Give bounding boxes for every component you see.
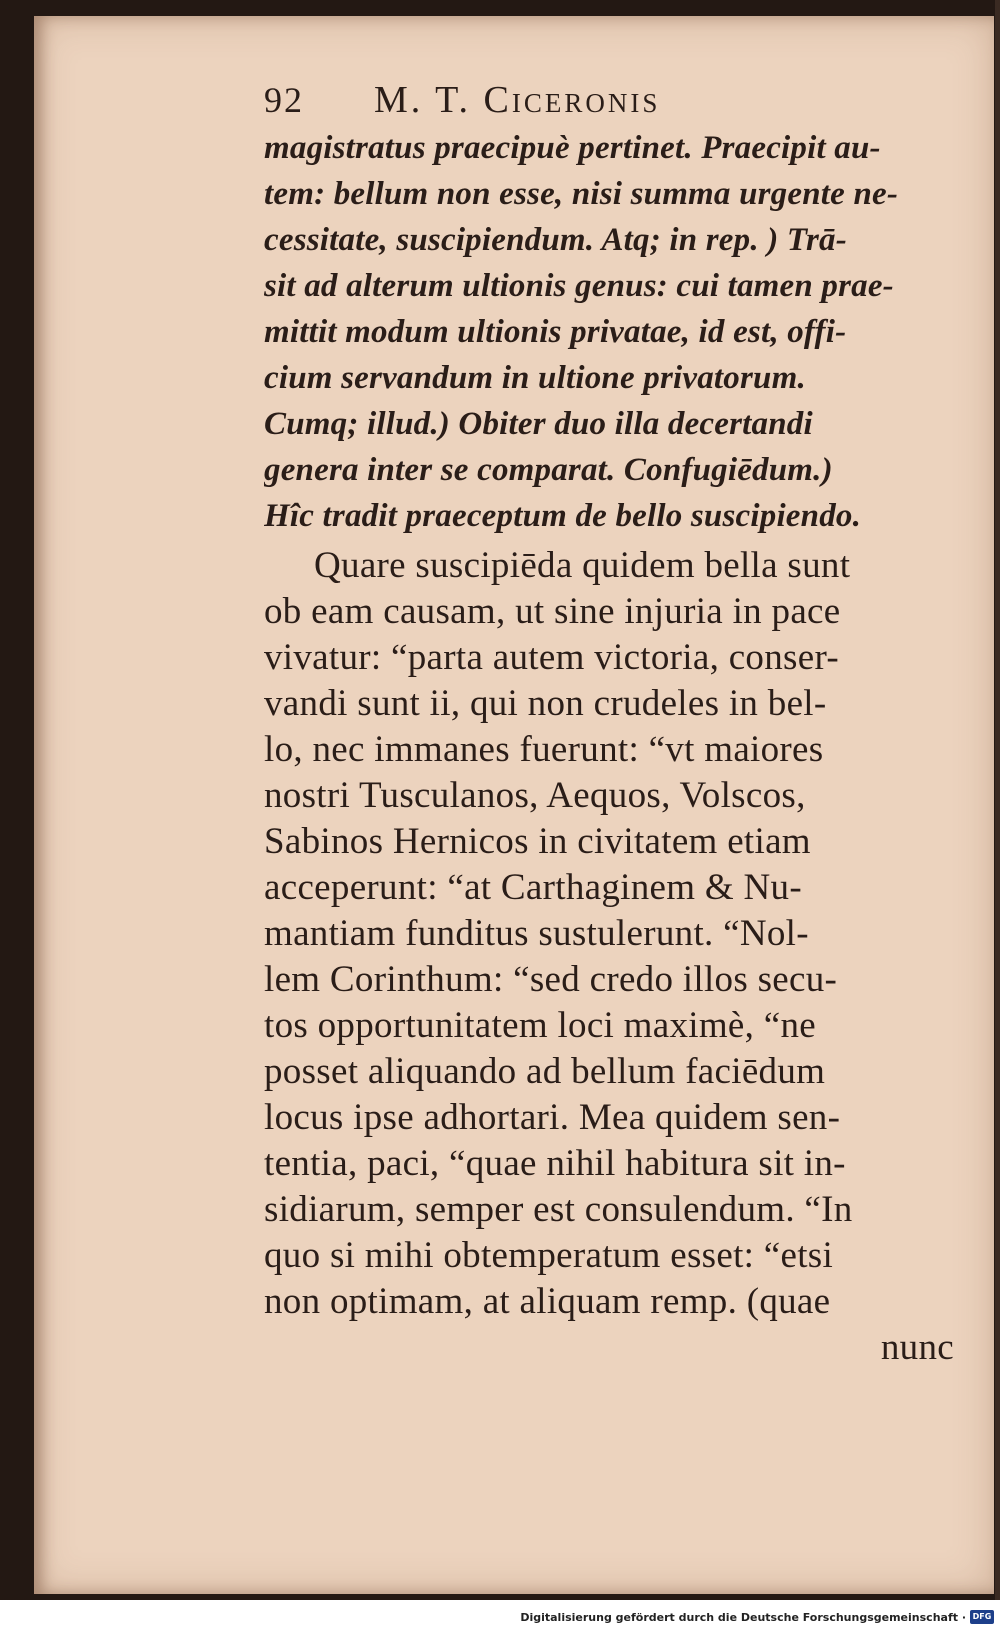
main-text-line: nostri Tusculanos, Aequos, Volscos, bbox=[264, 775, 806, 816]
main-text-line: acceperunt: “at Carthaginem & Nu- bbox=[264, 867, 802, 908]
main-text-line: lem Corinthum: “sed credo illos secu- bbox=[264, 959, 838, 1000]
main-text-line: ob eam causam, ut sine injuria in pace bbox=[264, 591, 841, 632]
footer-credit: Digitalisierung gefördert durch die Deutsche Forschungsgemeinschaft · bbox=[520, 1611, 966, 1624]
page-edge bbox=[995, 0, 1000, 1629]
main-text-line: lo, nec immanes fuerunt: “vt maiores bbox=[264, 729, 824, 770]
main-text-line: Sabinos Hernicos in civitatem etiam bbox=[264, 821, 811, 862]
dfg-logo-icon: DFG bbox=[970, 1610, 994, 1624]
commentary-line: tem: bellum non esse, nisi summa urgente ne- bbox=[264, 176, 899, 212]
commentary-line: genera inter se comparat. Confugiēdum.) bbox=[264, 452, 833, 488]
main-text-line: mantiam funditus sustulerunt. “Nol- bbox=[264, 913, 809, 954]
commentary-line: cium servandum in ultione privatorum. bbox=[264, 360, 806, 396]
commentary-line: mittit modum ultionis privatae, id est, offi- bbox=[264, 314, 847, 350]
main-text-line: posset aliquando ad bellum faciēdum bbox=[264, 1051, 826, 1092]
main-text-line: vivatur: “parta autem victoria, conser- bbox=[264, 637, 839, 678]
page-text-block bbox=[264, 75, 954, 1371]
commentary-line: cessitate, suscipiendum. Atq; in rep. ) Trā- bbox=[264, 222, 847, 258]
main-text-line: locus ipse adhortari. Mea quidem sen- bbox=[264, 1097, 841, 1138]
main-text-section bbox=[264, 543, 954, 1371]
main-text-line: tos opportunitatem loci maximè, “ne bbox=[264, 1005, 817, 1046]
commentary-line: magistratus praecipuè pertinet. Praecipit au- bbox=[264, 130, 881, 166]
main-text-line: quo si mihi obtemperatum esset: “etsi bbox=[264, 1235, 834, 1276]
commentary-line: Hîc tradit praeceptum de bello suscipiendo. bbox=[264, 498, 862, 534]
main-text-line: vandi sunt ii, qui non crudeles in bel- bbox=[264, 683, 827, 724]
page-number: 92 bbox=[264, 80, 304, 120]
commentary-section bbox=[264, 125, 954, 539]
main-text-line: Quare suscipiēda quidem bella sunt bbox=[314, 545, 851, 586]
page-header bbox=[264, 75, 954, 125]
main-text-line: sidiarum, semper est consulendum. “In bbox=[264, 1189, 853, 1230]
commentary-line: sit ad alterum ultionis genus: cui tamen prae- bbox=[264, 268, 894, 304]
catchword: nunc bbox=[880, 1327, 954, 1368]
running-head: M. T. Ciceronis bbox=[374, 79, 661, 121]
main-text-line: non optimam, at aliquam remp. (quae bbox=[264, 1281, 831, 1322]
commentary-line: Cumq; illud.) Obiter duo illa decertandi bbox=[264, 406, 813, 442]
main-text-line: tentia, paci, “quae nihil habitura sit in- bbox=[264, 1143, 846, 1184]
